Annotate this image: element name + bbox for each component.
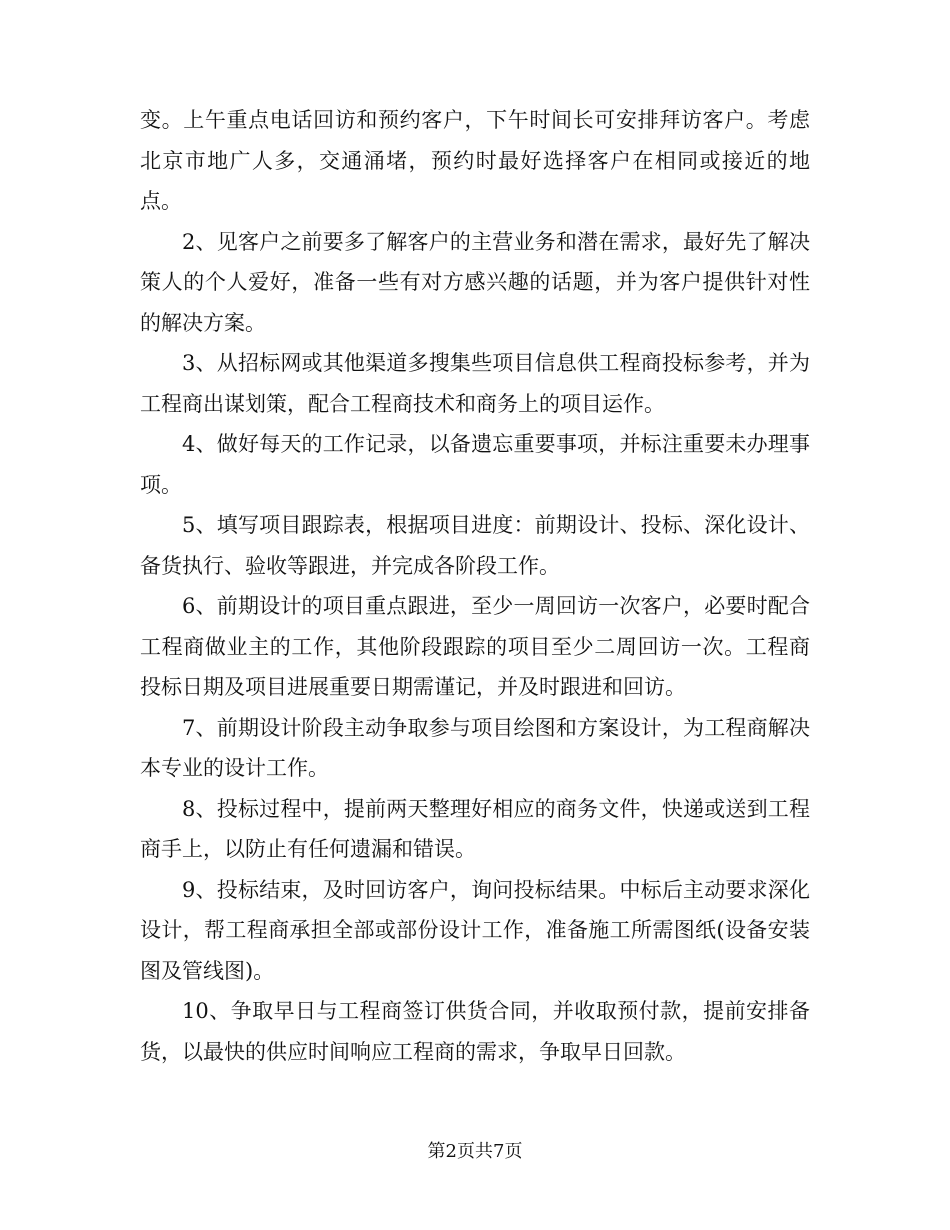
paragraph-item-4: 4、做好每天的工作记录，以备遗忘重要事项，并标注重要未办理事项。 (140, 432, 810, 497)
paragraph-item-3: 3、从招标网或其他渠道多搜集些项目信息供工程商投标参考，并为工程商出谋划策，配合工程商技术和商务上的项目运作。 (140, 351, 810, 416)
paragraph-item-7: 7、前期设计阶段主动争取参与项目绘图和方案设计，为工程商解决本专业的设计工作。 (140, 715, 810, 780)
paragraph-item-10: 10、争取早日与工程商签订供货合同，并收取预付款，提前安排备货，以最快的供应时间响应工程商的需求，争取早日回款。 (140, 999, 810, 1064)
paragraph-continuation: 变。上午重点电话回访和预约客户，下午时间长可安排拜访客户。考虑北京市地广人多，交通涌堵，预约时最好选择客户在相同或接近的地点。 (140, 108, 810, 213)
paragraph-item-5: 5、填写项目跟踪表，根据项目进度：前期设计、投标、深化设计、备货执行、验收等跟进，并完成各阶段工作。 (140, 513, 810, 578)
paragraph-item-2: 2、见客户之前要多了解客户的主营业务和潜在需求，最好先了解决策人的个人爱好，准备一些有对方感兴趣的话题，并为客户提供针对性的解决方案。 (140, 229, 810, 335)
document-body (140, 100, 810, 1072)
paragraph-item-8: 8、投标过程中，提前两天整理好相应的商务文件，快递或送到工程商手上，以防止有任何遗漏和错误。 (140, 796, 810, 861)
page-number-footer: 第2页共7页 (427, 1141, 523, 1162)
paragraph-item-9: 9、投标结束，及时回访客户，询问投标结果。中标后主动要求深化设计，帮工程商承担全部或部份设计工作，准备施工所需图纸(设备安装图及管线图)。 (140, 877, 810, 983)
paragraph-item-6: 6、前期设计的项目重点跟进，至少一周回访一次客户，必要时配合工程商做业主的工作，其他阶段跟踪的项目至少二周回访一次。工程商投标日期及项目进展重要日期需谨记，并及时跟进和回访。 (140, 594, 810, 699)
